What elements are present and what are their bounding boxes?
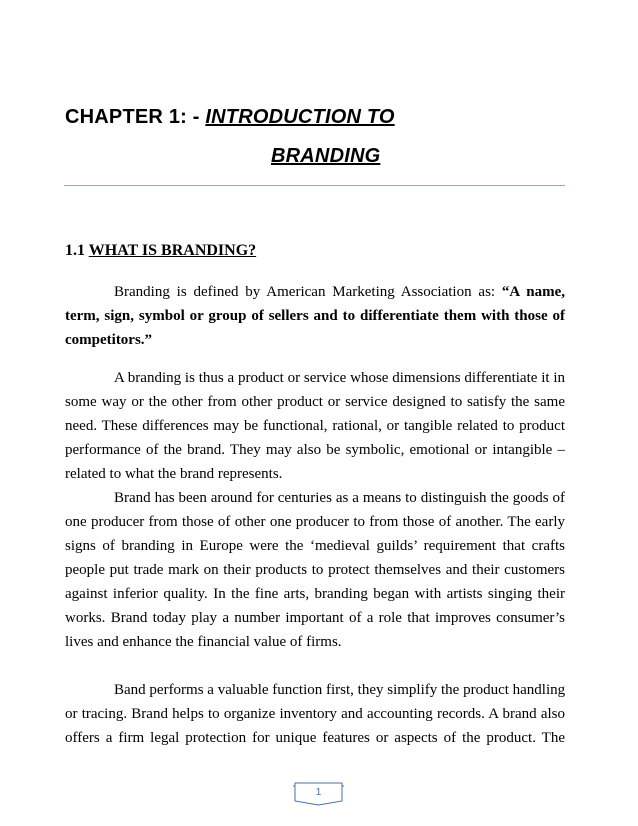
paragraph-line: works. Brand today play a number important of a role that improves consumer’s — [65, 610, 565, 626]
paragraph-line: lives and enhance the financial value of firms. — [65, 634, 342, 650]
paragraph-line: need. These differences may be functional, rational, or tangible related to product — [65, 418, 565, 434]
paragraph-line: people put trade mark on their products to protect themselves and their customers — [65, 562, 565, 578]
paragraph-line: some way or the other from other product or service designed to satisfy the same — [65, 394, 565, 410]
section-heading — [65, 242, 256, 260]
paragraph-line: Brand has been around for centuries as a means to distinguish the goods of — [114, 490, 565, 506]
paragraph-line: related to what the brand represents. — [65, 466, 283, 482]
paragraph-line: one producer from those of other one producer to from those of another. The early — [65, 514, 565, 530]
paragraph-line: signs of branding in Europe were the ‘medieval guilds’ requirement that crafts — [65, 538, 565, 554]
chapter-heading — [65, 106, 395, 129]
paragraph-line: offers a firm legal protection for unique features or aspects of the product. The — [65, 730, 565, 746]
paragraph-line: A branding is thus a product or service whose dimensions differentiate it in — [114, 370, 565, 386]
chapter-title-line-1: INTRODUCTION TO — [205, 106, 395, 128]
line-bold-text: “A name, — [501, 284, 566, 300]
line-text: Branding is defined by American Marketing Association as: — [114, 284, 502, 300]
paragraph-line: Band performs a valuable function first, they simplify the product handling — [114, 682, 566, 698]
paragraph-line — [114, 284, 565, 301]
paragraph-line: against inferior quality. In the fine arts, branding began with artists singing their — [65, 586, 565, 602]
paragraph-line: term, sign, symbol or group of sellers and to differentiate them with those of — [65, 308, 565, 324]
paragraph-line: performance of the brand. They may also be symbolic, emotional or intangible – — [65, 442, 565, 458]
title-divider — [64, 185, 565, 186]
page-number: 1 — [315, 787, 322, 798]
page-number-badge — [293, 782, 344, 806]
paragraph-line: or tracing. Brand helps to organize inventory and accounting records. A brand also — [65, 706, 565, 722]
section-number: 1.1 — [65, 242, 89, 259]
chapter-title-line-2: BRANDING — [271, 145, 381, 167]
paragraph-line: competitors.” — [65, 332, 153, 348]
chapter-prefix: CHAPTER 1: - — [65, 106, 206, 128]
chapter-heading-continued — [271, 145, 380, 168]
section-title: WHAT IS BRANDING? — [88, 242, 257, 259]
